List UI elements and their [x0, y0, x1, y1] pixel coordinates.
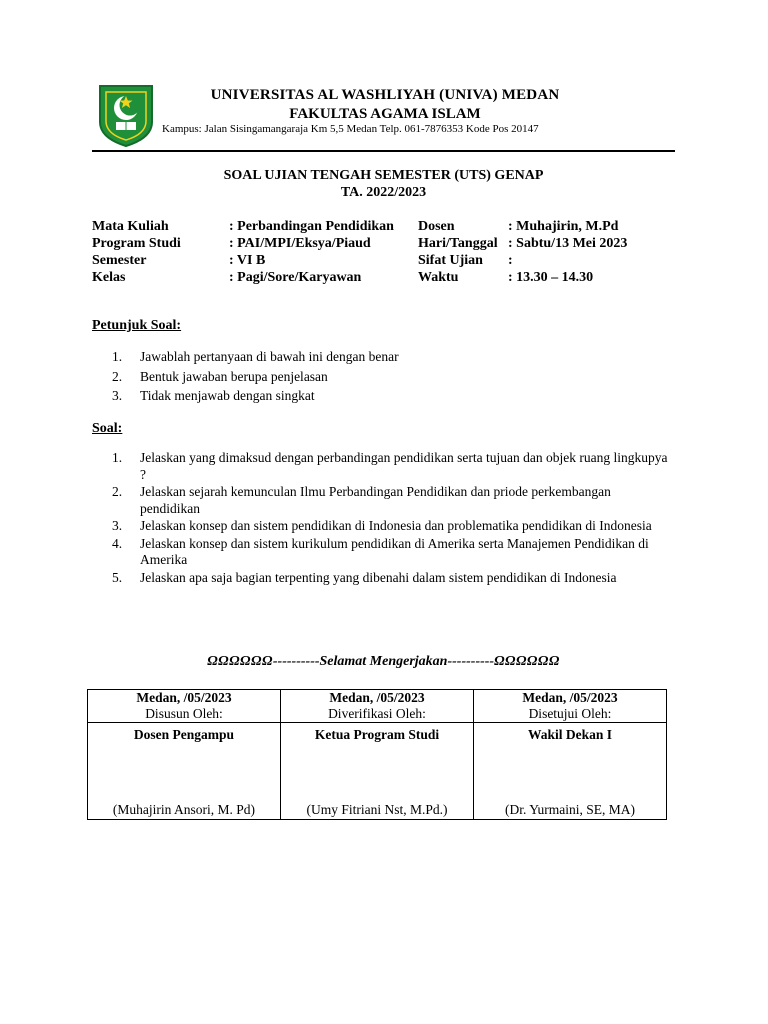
- signature-table: [87, 689, 667, 820]
- closing-message: [92, 654, 675, 670]
- signature-sign-row: [88, 723, 667, 820]
- decorative-omega-right: ΩΩΩΩΩΩ: [494, 654, 560, 669]
- faculty-name: FAKULTAS AGAMA ISLAM: [289, 106, 481, 122]
- list-item: [112, 349, 672, 366]
- signature-date: Medan, /05/2023: [522, 690, 618, 705]
- question-item: [112, 450, 672, 483]
- instructions-heading: Petunjuk Soal:: [92, 318, 182, 333]
- university-logo: [94, 82, 158, 148]
- signature-action: Disusun Oleh:: [145, 706, 223, 721]
- list-text: Bentuk jawaban berupa penjelasan: [140, 368, 328, 384]
- signature-date: Medan, /05/2023: [329, 690, 425, 705]
- info-label-class: Kelas: [92, 270, 126, 285]
- question-number: 3.: [112, 518, 123, 533]
- list-number: 1.: [112, 349, 123, 364]
- question-text: Jelaskan apa saja bagian terpenting yang dibenahi dalam sistem pendidikan di Indonesia: [140, 569, 617, 585]
- question-number: 1.: [112, 450, 123, 465]
- question-item: [112, 570, 672, 587]
- list-item: [112, 369, 672, 386]
- signature-action: Diverifikasi Oleh:: [328, 706, 426, 721]
- exam-title: SOAL UJIAN TENGAH SEMESTER (UTS) GENAP: [223, 168, 544, 183]
- closing-text: ----------Selamat Mengerjakan----------: [272, 654, 495, 669]
- question-item: [112, 536, 672, 569]
- info-value-class: : Pagi/Sore/Karyawan: [229, 270, 362, 285]
- question-text: Jelaskan sejarah kemunculan Ilmu Perbandingan Pendidikan dan priode perkembangan pendidikan: [140, 484, 611, 516]
- question-item: [112, 518, 672, 535]
- info-value-program: : PAI/MPI/Eksya/Piaud: [229, 236, 371, 251]
- info-label-semester: Semester: [92, 253, 147, 268]
- question-number: 4.: [112, 535, 123, 551]
- signature-header-row: [88, 690, 667, 723]
- list-text: Jawablah pertanyaan di bawah ini dengan benar: [140, 349, 399, 364]
- question-text: Jelaskan konsep dan sistem kurikulum pendidikan di Amerika serta Manajemen Pendidikan di Amerika: [140, 535, 649, 567]
- info-value-time: : 13.30 – 14.30: [508, 270, 594, 285]
- info-value-semester: : VI B: [229, 253, 266, 268]
- info-value-date: : Sabtu/13 Mei 2023: [508, 236, 628, 251]
- instructions-list: [112, 349, 672, 408]
- list-text: Tidak menjawab dengan singkat: [140, 388, 315, 403]
- signature-role: Ketua Program Studi: [314, 727, 440, 742]
- signature-action: Disetujui Oleh:: [528, 706, 612, 721]
- signature-cell-prepared: [88, 690, 281, 723]
- academic-year: TA. 2022/2023: [340, 185, 427, 200]
- signature-cell-verified: [281, 690, 474, 723]
- signature-role: Wakil Dekan I: [527, 727, 613, 742]
- signature-role: Dosen Pengampu: [133, 727, 235, 742]
- signature-name: (Muhajirin Ansori, M. Pd): [112, 802, 256, 817]
- signature-cell-approved: [474, 690, 667, 723]
- question-text: Jelaskan yang dimaksud dengan perbandingan pendidikan serta tujuan dan objek ruang lingkupya ?: [140, 450, 668, 482]
- signature-name: (Dr. Yurmaini, SE, MA): [505, 802, 635, 817]
- list-number: 2.: [112, 368, 123, 384]
- question-item: [112, 484, 672, 517]
- question-number: 5.: [112, 569, 123, 585]
- header-divider: [92, 150, 675, 152]
- university-name: UNIVERSITAS AL WASHLIYAH (UNIVA) MEDAN: [210, 87, 560, 103]
- info-label-course: Mata Kuliah: [92, 219, 169, 234]
- question-number: 2.: [112, 484, 123, 499]
- questions-list: [112, 450, 672, 587]
- info-value-exam-type: :: [508, 253, 513, 268]
- signature-name: (Umy Fitriani Nst, M.Pd.): [306, 802, 448, 817]
- info-label-program: Program Studi: [92, 236, 181, 251]
- questions-heading: Soal:: [92, 421, 123, 436]
- info-label-lecturer: Dosen: [418, 219, 455, 234]
- list-item: [112, 388, 672, 405]
- info-label-time: Waktu: [418, 270, 459, 285]
- info-value-course: : Perbandingan Pendidikan: [229, 219, 394, 234]
- info-label-date: Hari/Tanggal: [418, 236, 498, 251]
- question-text: Jelaskan konsep dan sistem pendidikan di Indonesia dan problematika pendidikan di Indonesia: [140, 518, 652, 533]
- signature-block-program-head: [281, 723, 474, 820]
- info-label-exam-type: Sifat Ujian: [418, 253, 483, 268]
- campus-address: Kampus: Jalan Sisingamangaraja Km 5,5 Medan Telp. 061-7876353 Kode Pos 20147: [162, 123, 539, 135]
- decorative-omega-left: ΩΩΩΩΩΩ: [207, 654, 273, 669]
- signature-block-lecturer: [88, 723, 281, 820]
- info-value-lecturer: : Muhajirin, M.Pd: [508, 219, 619, 234]
- list-number: 3.: [112, 388, 123, 403]
- signature-block-vice-dean: [474, 723, 667, 820]
- logo-crescent-inner: [120, 95, 141, 116]
- signature-date: Medan, /05/2023: [136, 690, 232, 705]
